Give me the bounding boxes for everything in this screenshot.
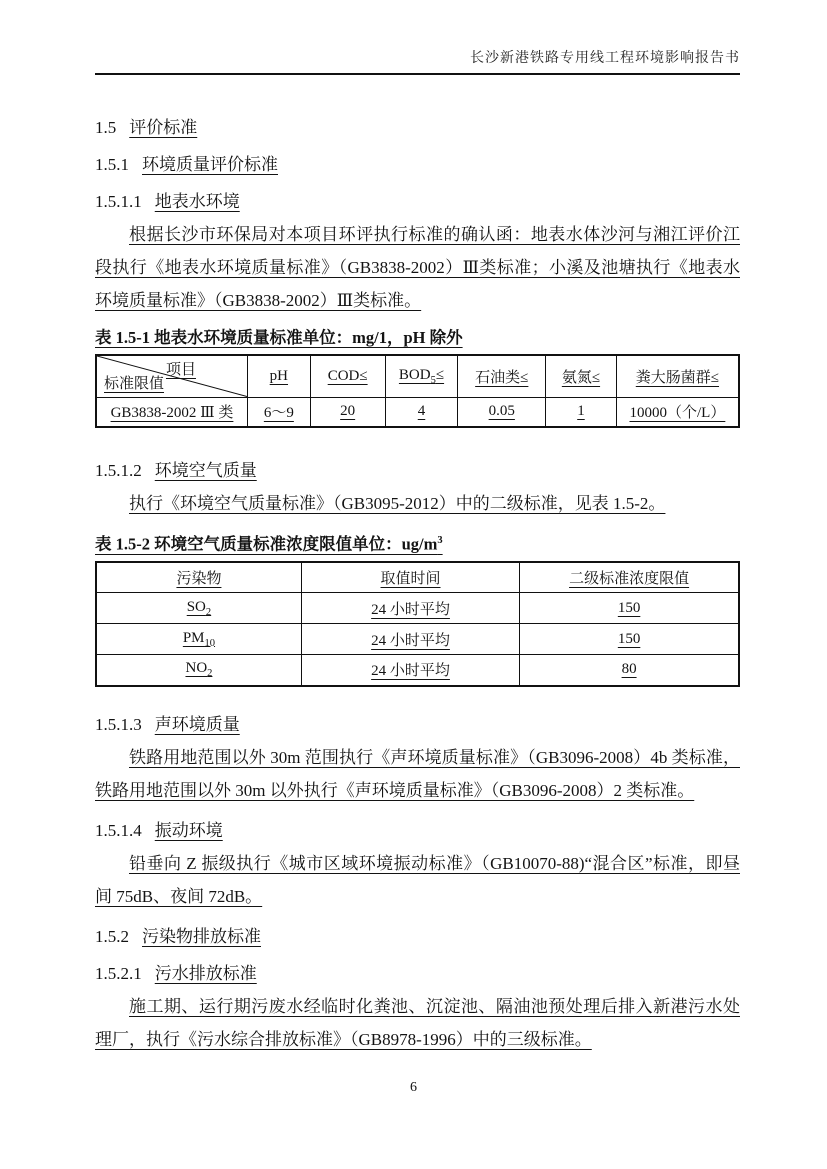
- diagonal-corner-cell: [96, 355, 247, 397]
- value-time: 24 小时平均: [301, 624, 519, 655]
- table-row: [96, 624, 739, 655]
- section-number: 1.5.2: [95, 926, 129, 946]
- section-number: 1.5.2.1: [95, 963, 142, 983]
- column-header-coliform: 粪大肠菌群≤: [616, 355, 739, 397]
- table-1-5-2: [95, 561, 740, 687]
- section-heading-1-5-1-3: [95, 712, 740, 738]
- section-number: 1.5.1.1: [95, 192, 142, 211]
- corner-label-limit: 标准限值: [104, 375, 165, 392]
- section-heading-1-5-1-4: [95, 818, 740, 844]
- pollutant-no2: $NO_2$: [96, 655, 301, 686]
- table-row: [96, 397, 739, 427]
- value-cod: 20: [310, 397, 385, 427]
- section-title: 环境空气质量: [154, 461, 257, 480]
- section-number: 1.5.1: [95, 155, 129, 174]
- column-header-cod: COD≤: [310, 355, 385, 397]
- paragraph-noise: 铁路用地范围以外 30m 范围执行《声环境质量标准》（GB3096-2008）4b 类标准，铁路用地范围以外 30m 以外执行《声环境质量标准》（GB3096-2008）2 类标准。: [95, 747, 740, 800]
- superscript-3: 3: [437, 535, 443, 546]
- value-ph: 6～9: [247, 397, 310, 427]
- section-heading-1-5-2-1: [95, 961, 740, 987]
- column-header-bod: $BOD_5\le$: [385, 355, 458, 397]
- section-number: 1.5.1.3: [95, 714, 142, 734]
- section-number: 1.5: [95, 118, 117, 137]
- value-ammonia: 1: [546, 397, 617, 427]
- paragraph-vibration: 铅垂向 Z 振级执行《城市区域环境振动标准》（GB10070-88)“混合区”标准，即昼间 75dB、夜间 72dB。: [95, 853, 740, 906]
- section-title: 污水排放标准: [154, 963, 257, 983]
- row-label-standard: GB3838-2002 Ⅲ 类: [96, 397, 247, 427]
- value-time: 24 小时平均: [301, 655, 519, 686]
- section-heading-1-5-1-2: [95, 458, 740, 484]
- column-header-ammonia: 氨氮≤: [546, 355, 617, 397]
- section-number: 1.5.1.4: [95, 820, 142, 840]
- section-heading-1-5-1-1: [95, 189, 740, 215]
- value-coliform: 10000（个/L）: [616, 397, 739, 427]
- corner-label-item: 项目: [165, 362, 196, 378]
- page-number: 6: [410, 1080, 417, 1095]
- value-limit: 150: [520, 593, 739, 624]
- value-time: 24 小时平均: [301, 593, 519, 624]
- section-heading-1-5: [95, 115, 740, 141]
- column-header-time: 取值时间: [301, 562, 519, 593]
- column-header-ph: pH: [247, 355, 310, 397]
- section-heading-1-5-1: [95, 152, 740, 178]
- paragraph-air-quality: 执行《环境空气质量标准》（GB3095-2012）中的二级标准，见表 1.5-2。: [129, 494, 666, 513]
- table-header-row: [96, 562, 739, 593]
- column-header-pollutant: 污染物: [96, 562, 301, 593]
- section-heading-1-5-2: [95, 924, 740, 950]
- table-1-5-1: [95, 354, 740, 428]
- section-number: 1.5.1.2: [95, 461, 142, 480]
- value-limit: 80: [520, 655, 739, 686]
- value-limit: 150: [520, 624, 739, 655]
- section-title: 振动环境: [154, 820, 223, 840]
- table-row: [96, 655, 739, 686]
- document-content: [95, 104, 740, 1056]
- section-title: 地表水环境: [154, 192, 240, 211]
- table-1-5-1-title: 表 1.5-1 地表水环境质量标准单位：mg/1，pH 除外: [95, 328, 463, 347]
- section-title: 污染物排放标准: [142, 926, 261, 946]
- section-title: 环境质量评价标准: [142, 155, 278, 174]
- section-title: 声环境质量: [154, 714, 240, 734]
- value-bod: 4: [385, 397, 458, 427]
- value-oil: 0.05: [458, 397, 546, 427]
- column-header-oil: 石油类≤: [458, 355, 546, 397]
- pollutant-so2: $SO_2$: [96, 593, 301, 624]
- section-title: 评价标准: [129, 118, 198, 137]
- paragraph-wastewater: 施工期、运行期污废水经临时化粪池、沉淀池、隔油池预处理后排入新港污水处理厂，执行《污水综合排放标准》（GB8978-1996）中的三级标准。: [95, 996, 740, 1049]
- header-rule: [95, 73, 740, 75]
- paragraph-surface-water: 根据长沙市环保局对本项目环评执行标准的确认函：地表水体沙河与湘江评价江段执行《地表水环境质量标准》（GB3838-2002）Ⅲ类标准；小溪及池塘执行《地表水环境质量标准》（GB3838-2002）Ⅲ类标准。: [95, 225, 740, 310]
- table-row: [96, 593, 739, 624]
- column-header-limit: 二级标准浓度限值: [520, 562, 739, 593]
- page-header-title: 长沙新港铁路专用线工程环境影响报告书: [470, 51, 740, 66]
- pollutant-pm10: $PM_{10}$: [96, 624, 301, 655]
- table-header-row: [96, 355, 739, 397]
- table-1-5-2-title: 表 1.5-2 环境空气质量标准浓度限值单位：$ug/m^3$: [95, 534, 443, 554]
